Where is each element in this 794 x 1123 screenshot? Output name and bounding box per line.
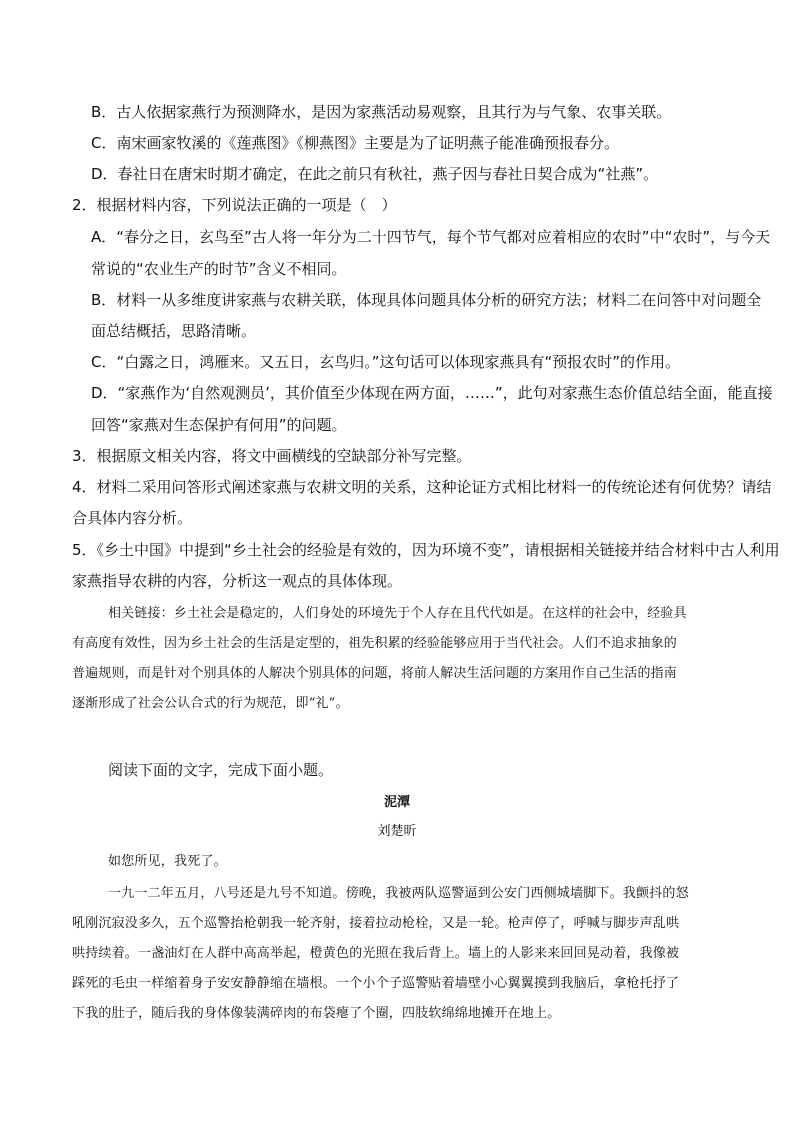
q3-stem: 3．根据原文相关内容，将文中画横线的空缺部分补写完整。 — [72, 447, 472, 465]
q2-option-d-line1: D．“家燕作为‘自然观测员’，其价值至少体现在两方面，……”，此句对家燕生态价值总结全面，能直接 — [91, 384, 773, 402]
q4-stem-line1: 4．材料二采用问答形式阐述家燕与农耕文明的关系，这种论证方式相比材料一的传统论述有何优势？请结 — [72, 478, 772, 496]
story-paragraph-2-line1: 一九一二年五月，八号还是九号不知道。傍晚，我被两队巡警逼到公安门西侧城墙脚下。我颤抖的怒 — [108, 886, 689, 901]
q4-stem-line2: 合具体内容分析。 — [72, 509, 193, 527]
q5-stem-line2: 家燕指导农耕的内容，分析这一观点的具体体现。 — [72, 572, 403, 590]
story-title: 泥潭 — [383, 795, 410, 810]
related-link-line1: 相关链接：乡土社会是稳定的，人们身处的环境先于个人存在且代代如是。在这样的社会中，经验具 — [108, 606, 687, 621]
story-paragraph-2-line3: 哄持续着。一盏油灯在人群中高高举起，橙黄色的光照在我后背上。墙上的人影来来回回晃动着，我像被 — [72, 946, 680, 961]
story-paragraph-1: 如您所见，我死了。 — [108, 854, 227, 869]
story-paragraph-2-line5: 下我的肚子，随后我的身体像装满碎肉的布袋瘪了个圈，四肢软绵绵地摊开在地上。 — [72, 1006, 561, 1021]
q1-option-c: C．南宋画家牧溪的《莲燕图》《柳燕图》主要是为了证明燕子能准确预报春分。 — [91, 134, 619, 152]
related-link-line2: 有高度有效性，因为乡土社会的生活是定型的，祖先积累的经验能够应用于当代社会。人们不追求抽象的 — [72, 636, 677, 651]
story-author: 刘楚昕 — [377, 824, 417, 839]
story-paragraph-2-line4: 踩死的毛虫一样缩着身子安安静静缩在墙根。一个小个子巡警贴着墙壁小心翼翼摸到我脑后，拿枪托抒了 — [72, 976, 680, 991]
q5-stem-line1: 5．《乡土中国》中提到“乡土社会的经验是有效的，因为环境不变”，请根据相关链接并结合材料中古人利用 — [72, 541, 780, 559]
q2-option-b-line2: 面总结概括，思路清晰。 — [91, 322, 257, 340]
q1-option-b: B．古人依据家燕行为预测降水，是因为家燕活动易观察，且其行为与气象、农事关联。 — [91, 103, 672, 121]
related-link-line3: 普遍规则，而是针对个别具体的人解决个别具体的问题，将前人解决生活问题的方案用作自己生活的指南 — [72, 666, 677, 681]
q2-option-c: C．“白露之日，鸿雁来。又五日，玄鸟归。”这句话可以体现家燕具有“预报农时”的作用。 — [91, 353, 681, 371]
q2-option-a-line2: 常说的“农业生产的时节”含义不相同。 — [91, 260, 347, 278]
reading-instruction: 阅读下面的文字，完成下面小题。 — [108, 761, 334, 779]
related-link-line4: 逐渐形成了社会公认合式的行为规范，即“礼”。 — [72, 696, 349, 711]
q2-option-b-line1: B．材料一从多维度讲家燕与农耕关联，体现具体问题具体分析的研究方法；材料二在问答中对问题全 — [91, 291, 762, 309]
q1-option-d: D．春社日在唐宋时期才确定，在此之前只有秋社，燕子因与春社日契合成为“社燕”。 — [91, 165, 659, 183]
story-paragraph-2-line2: 吼刚沉寂没多久，五个巡警抬枪朝我一轮齐射，接着拉动枪栓，又是一轮。枪声停了，呼喊与脚步声乱哄 — [72, 916, 680, 931]
q2-option-d-line2: 回答“家燕对生态保护有何用”的问题。 — [91, 416, 347, 434]
q2-option-a-line1: A．“春分之日，玄鸟至”古人将一年分为二十四节气，每个节气都对应着相应的农时”中“农时”，与今天 — [91, 228, 771, 246]
q2-stem: 2．根据材料内容，下列说法正确的一项是（ ） — [72, 196, 397, 214]
